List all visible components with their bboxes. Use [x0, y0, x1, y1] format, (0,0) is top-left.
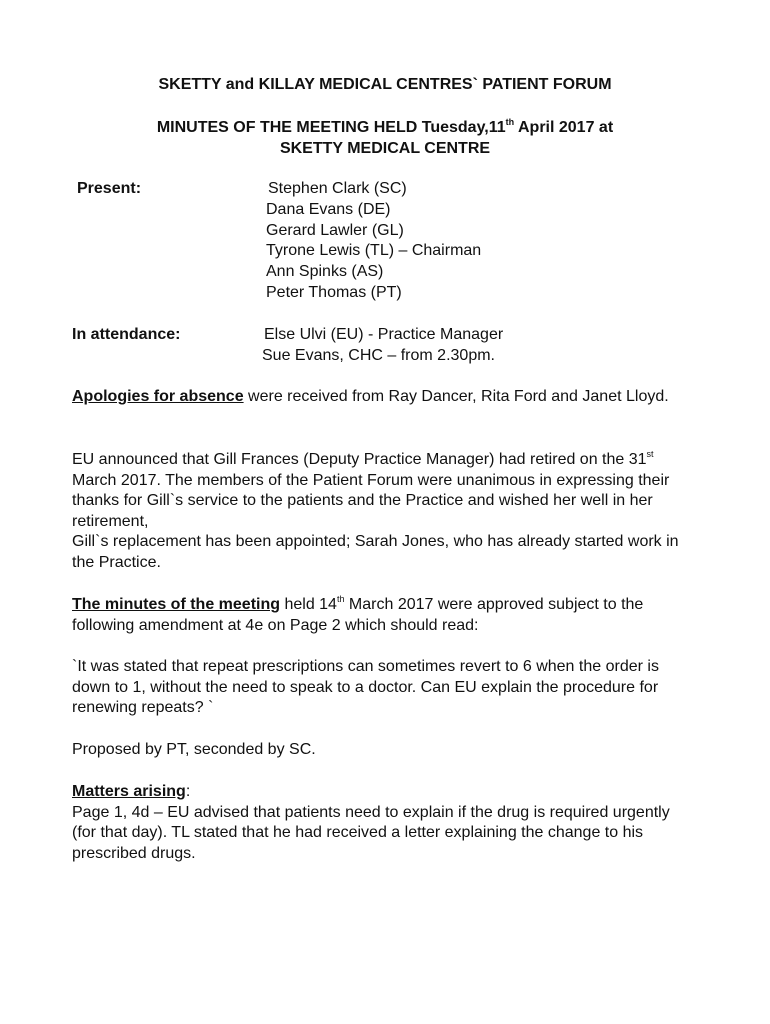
minutes-paragraph: [72, 595, 692, 636]
present-name: Peter Thomas (PT): [266, 283, 402, 301]
attendance-list: [264, 325, 503, 367]
announcement-text-suffix: March 2017. The members of the Patient Forum were unanimous in expressing their thanks for Gill`s service to the patients and the Practice and wished her well in her retirement,: [72, 471, 670, 530]
forum-title: SKETTY and KILLAY MEDICAL CENTRES` PATIENT FORUM: [158, 76, 612, 93]
announcement-sup: st: [646, 448, 654, 459]
present-name: Stephen Clark (SC): [268, 180, 407, 197]
announcement-paragraph: [72, 450, 692, 573]
replacement-text: Gill`s replacement has been appointed; Sarah Jones, who has already started work in the Practice.: [72, 533, 679, 571]
minutes-sup: th: [336, 593, 345, 604]
attendance-name: Sue Evans, CHC – from 2.30pm.: [262, 346, 495, 364]
apologies-heading: Apologies for absence: [72, 388, 244, 405]
present-list: [268, 179, 481, 304]
apologies-paragraph: [72, 387, 692, 408]
present-label: Present:: [77, 180, 142, 197]
announcement-text-prefix: EU announced that Gill Frances (Deputy Practice Manager) had retired on the 31: [72, 451, 647, 468]
minutes-heading-prefix: MINUTES OF THE MEETING HELD Tuesday,11: [156, 119, 506, 136]
minutes-heading-link: The minutes of the meeting: [72, 596, 281, 613]
minutes-heading-suffix: April 2017 at: [514, 119, 614, 136]
minutes-text-prefix: held 14: [280, 596, 337, 613]
proposed-line: Proposed by PT, seconded by SC.: [72, 741, 316, 758]
present-name: Dana Evans (DE): [266, 200, 391, 218]
meeting-location: SKETTY MEDICAL CENTRE: [279, 140, 491, 157]
attendance-label: In attendance:: [72, 326, 181, 343]
minutes-heading: [0, 117, 770, 138]
matters-heading: Matters arising: [72, 783, 186, 800]
minutes-text-suffix: March 2017 were approved subject to the following amendment at 4e on Page 2 which should read:: [72, 596, 644, 634]
attendance-name: Else Ulvi (EU) - Practice Manager: [264, 326, 504, 343]
matters-arising: [72, 782, 692, 864]
matters-colon: :: [185, 783, 191, 800]
minutes-heading-sup: th: [505, 116, 515, 127]
present-name: Gerard Lawler (GL): [266, 221, 404, 239]
present-name: Ann Spinks (AS): [266, 263, 384, 281]
apologies-text: were received from Ray Dancer, Rita Ford and Janet Lloyd.: [243, 388, 669, 405]
present-name: Tyrone Lewis (TL) – Chairman: [266, 242, 482, 260]
amendment-quote: `It was stated that repeat prescriptions can sometimes revert to 6 when the order is down to 1, without the need to speak to a doctor. Can EU explain the procedure for renewing repeats? `: [72, 658, 659, 716]
matters-text: Page 1, 4d – EU advised that patients need to explain if the drug is required urgently (for that day). TL stated that he had received a letter explaining the change to his prescribed drugs.: [72, 803, 670, 862]
